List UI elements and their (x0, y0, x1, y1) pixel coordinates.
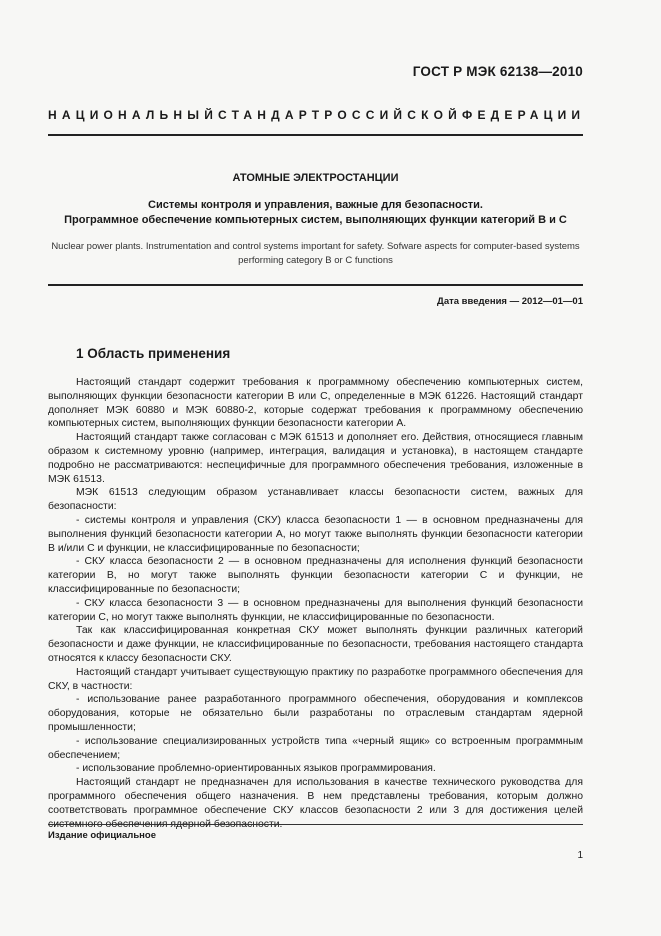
main-title: АТОМНЫЕ ЭЛЕКТРОСТАНЦИИ (232, 172, 399, 184)
footer-divider (48, 824, 583, 825)
series-word-1: НАЦИОНАЛЬНЫЙ (48, 108, 219, 122)
sub-title-line-2: Программное обеспечение компьютерных систем, выполняющих функции категорий В и С (64, 214, 567, 226)
top-divider (48, 134, 583, 136)
list-item: - использование специализированных устройств типа «черный ящик» со встроенным программным обеспечением; (48, 735, 583, 761)
standard-series-line (48, 108, 586, 122)
series-word-4: ФЕДЕРАЦИИ (462, 108, 586, 122)
section-body (48, 376, 583, 831)
section-heading: 1 Область применения (76, 346, 231, 361)
paragraph: Настоящий стандарт также согласован с МЭК 61513 и дополняет его. Действия, относящиеся главным образом к системному уровню (например, интеграция, валидация и установка), в настоящем стандарте подробно не рассматриваются: неспецифичные для программного обеспечения требования, изложенные в МЭК 61513. (48, 432, 583, 485)
sub-title (48, 198, 583, 228)
paragraph: Настоящий стандарт содержит требования к программному обеспечению компьютерных систем, выполняющих функции безопасности категории В или С, определенные в МЭК 61226. Настоящий стандарт дополняет МЭК 60880 и МЭК 60880-2, которые содержат требования к программному обеспечению компьютерных систем, выполняющих функции безопасности категории А. (48, 377, 583, 430)
list-item: - СКУ класса безопасности 2 — в основном предназначены для исполнения функций безопасности категории В, но могут также выполнять функции безопасности категории С и функции, не классифицированные по безопасности; (48, 556, 583, 595)
english-title: Nuclear power plants. Instrumentation and control systems important for safety. Sofware aspects for computer-based systems performing category B or C functions (51, 241, 580, 266)
list-item: - системы контроля и управления (СКУ) класса безопасности 1 — в основном предназначены для выполнения функций безопасности категории А, но могут также выполнять функции безопасности категории В и/или С и функции, не классифицированные по безопасности; (48, 514, 583, 554)
paragraph: Настоящий стандарт учитывает существующую практику по разработке программного обеспечения для СКУ, в частности: (48, 666, 583, 692)
introduction-date: Дата введения — 2012—01—01 (437, 296, 583, 307)
document-id: ГОСТ Р МЭК 62138—2010 (412, 64, 583, 79)
sub-title-line-1: Системы контроля и управления, важные для безопасности. (148, 199, 483, 211)
paragraph: Настоящий стандарт не предназначен для использования в качестве технического руководства для программного обеспечения общего назначения. В нем представлены требования, которым должно соответствовать программное обеспечение СКУ классов безопасности 2 или 3 для достижения целей системного обеспечения ядерной безопасности. (48, 777, 583, 830)
series-word-3: РОССИЙСКОЙ (324, 108, 463, 122)
paragraph: МЭК 61513 следующим образом устанавливает классы безопасности систем, важных для безопасности: (48, 487, 583, 513)
series-word-2: СТАНДАРТ (218, 108, 325, 122)
list-item: - использование проблемно-ориентированных языков программирования. (76, 763, 436, 775)
list-item: - использование ранее разработанного программного обеспечения, оборудования и комплексов оборудования, которые не обязательно были разработаны по отраслевым стандартам ядерной промышленности; (48, 694, 583, 733)
title-divider (48, 284, 583, 286)
edition-note: Издание официальное (48, 830, 156, 841)
list-item: - СКУ класса безопасности 3 — в основном предназначены для выполнения функций безопасности категории С, но могут также выполнять функции, не классифицированные по безопасности. (48, 597, 583, 623)
page-number: 1 (577, 850, 583, 861)
paragraph: Так как классифицированная конкретная СКУ может выполнять функции различных категорий безопасности и даже функции, не классифицированные по безопасности, требования настоящего стандарта относятся к классу безопасности СКУ. (48, 625, 583, 664)
